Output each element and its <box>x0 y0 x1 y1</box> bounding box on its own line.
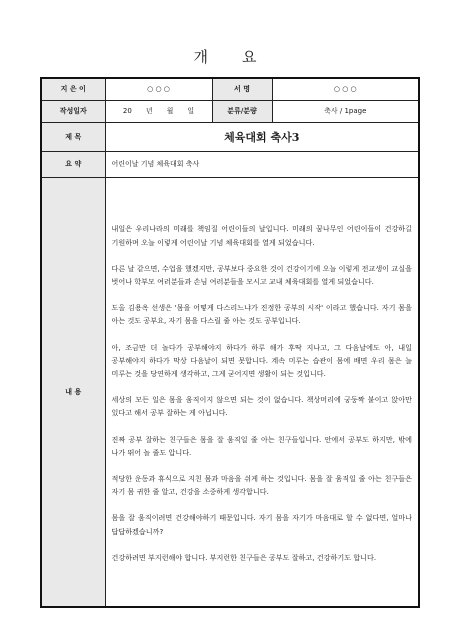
page-title-part1: 개 <box>193 48 208 66</box>
content-paragraph: 아, 조금만 더 놀다가 공부해야지 하다가 하루 해가 후딱 지나고, 그 다음날에도 아, 내일 공부해야지 하다가 막상 다음날이 되면 못합니다. 계속 미루는 습관이 몸에 배면 우리 몸은 늘 미루는 것을 당연하게 생각하고, 그게 굳어지면 생활이 되는 것입니다. <box>111 342 412 379</box>
subject-label: 제 목 <box>41 122 105 151</box>
date-year: 20 <box>122 107 132 115</box>
date-value <box>105 100 212 122</box>
summary-value: 어린이날 기념 체육대회 축사 <box>105 151 419 177</box>
summary-label: 요 약 <box>41 151 105 177</box>
content-paragraph: 다른 날 같으면, 수업을 했겠지만, 공부보다 중요한 것이 건강이기에 오늘 이렇게 전교생이 교실을 벗어나 학부모 여러분들과 손님 여러분들을 모시고 교내 체육대회를 열게 되었습니다. <box>111 263 412 287</box>
signature-value: ○ ○ ○ <box>272 78 419 100</box>
author-value: ○ ○ ○ <box>105 78 212 100</box>
category-label: 분류/분량 <box>212 100 272 122</box>
subject-row <box>41 122 419 151</box>
date-day-unit: 일 <box>187 107 195 115</box>
date-month-unit: 월 <box>166 107 174 115</box>
author-row <box>41 78 419 100</box>
content-paragraph: 내일은 우리나라의 미래를 책임질 어린이들의 날입니다. 미래의 꿈나무인 어린이들이 건강하길 기원하며 오늘 이렇게 어린이날 기념 체육대회를 열게 되었습니다. <box>111 224 412 247</box>
content-paragraph: 몸을 잘 움직이려면 건강해야하기 때문입니다. 자기 몸을 자기가 마음대로 할 수 없다면, 얼마나 답답하겠습니까? <box>111 513 412 536</box>
date-year-unit: 년 <box>145 107 153 115</box>
date-label: 작성일자 <box>41 100 105 122</box>
content-paragraph: 적당한 운동과 휴식으로 지친 몸과 마음을 쉬게 하는 것입니다. 몸을 잘 움직일 줄 아는 친구들은 자기 몸 귀한 줄 알고, 건강을 소중하게 생각합니다. <box>111 474 412 497</box>
content-body <box>105 177 419 607</box>
subject-value: 체육대회 축사3 <box>105 122 419 151</box>
content-paragraph: 진짜 공부 잘하는 친구들은 몸을 잘 움직일 줄 아는 친구들입니다. 안에서 공부도 하지만, 밖에 나가 뛰어 놀 줄도 압니다. <box>111 434 412 457</box>
page-title-part2: 요 <box>242 48 257 66</box>
content-row <box>41 177 419 607</box>
summary-row <box>41 151 419 177</box>
summary-table <box>40 77 420 608</box>
author-label: 지 은 이 <box>41 78 105 100</box>
content-paragraph: 건강하려면 부지런해야 합니다. 부지런한 친구들은 공부도 잘하고, 건강하기도 합니다. <box>111 552 377 562</box>
content-paragraph: 세상의 모든 일은 몸을 움직이지 않으면 되는 것이 없습니다. 책상머리에 궁둥짝 붙이고 앉아만 있다고 해서 공부 잘하는 게 아닙니다. <box>111 395 412 418</box>
content-label: 내 용 <box>41 177 105 607</box>
page-title <box>0 46 450 67</box>
signature-label: 서 명 <box>212 78 272 100</box>
category-value: 축사 / 1page <box>272 100 419 122</box>
date-row <box>41 100 419 122</box>
content-paragraph: 도올 김용옥 선생은 '몸을 어떻게 다스리느냐가 진정한 공부의 시작' 이라고 했습니다. 자기 몸을 아는 것도 공부요, 자기 몸을 다스릴 줄 아는 것도 공부입니다. <box>111 303 412 326</box>
